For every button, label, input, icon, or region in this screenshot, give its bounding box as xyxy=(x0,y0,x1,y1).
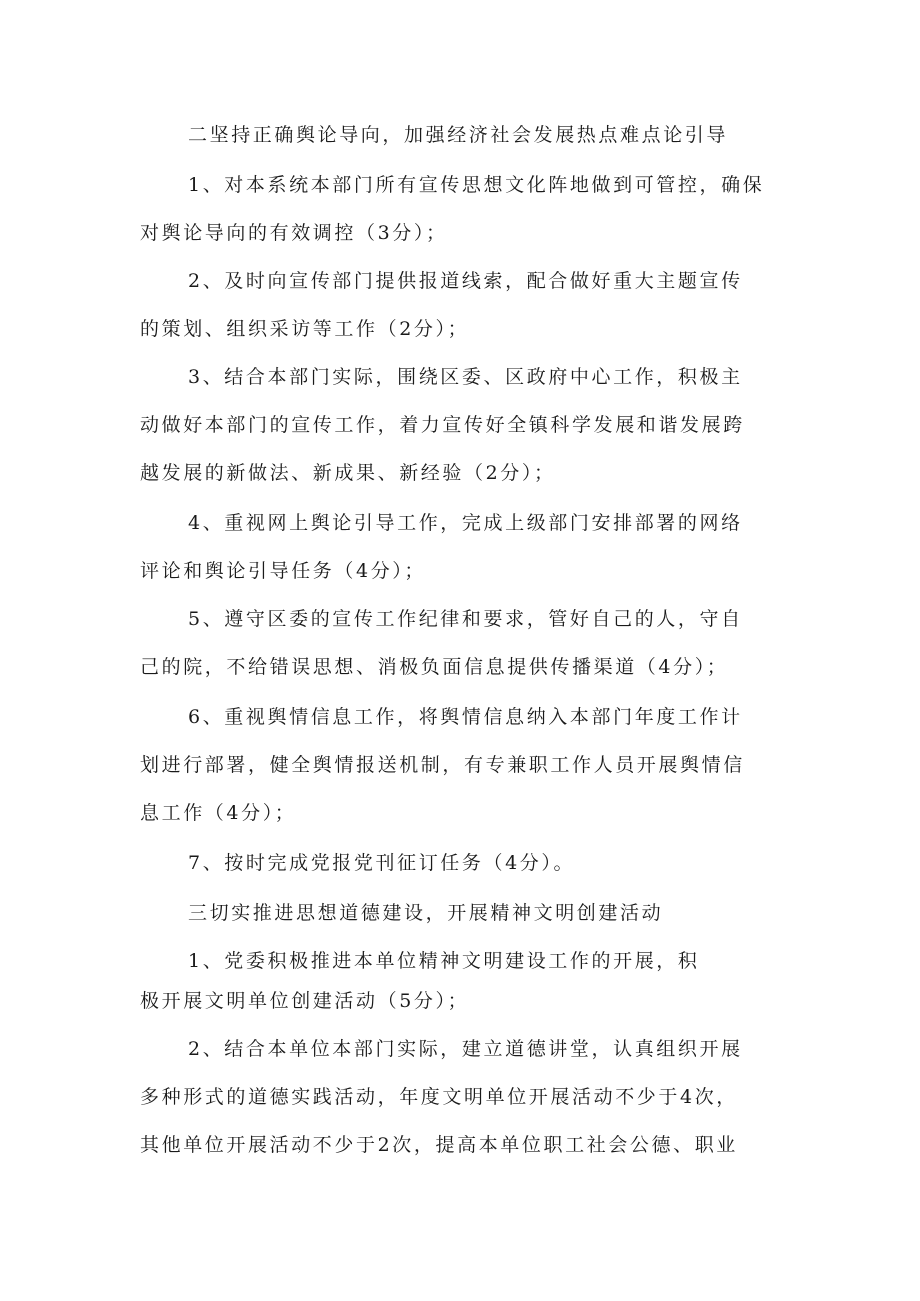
section-3-item-2-line-3: 其他单位开展活动不少于2次，提高本单位职工社会公德、职业 xyxy=(140,1134,738,1156)
section-2-item-5-line-1: 5、遵守区委的宣传工作纪律和要求，管好自己的人，守自 xyxy=(188,608,743,630)
section-2-item-3-line-1: 3、结合本部门实际，围绕区委、区政府中心工作，积极主 xyxy=(188,366,743,388)
section-2-item-1-line-1: 1、对本系统本部门所有宣传思想文化阵地做到可管控，确保 xyxy=(188,174,765,196)
section-2-heading: 二坚持正确舆论导向，加强经济社会发展热点难点论引导 xyxy=(188,124,729,146)
section-3-item-2-line-1: 2、结合本单位本部门实际，建立道德讲堂，认真组织开展 xyxy=(188,1038,743,1060)
section-2-item-4-line-1: 4、重视网上舆论引导工作，完成上级部门安排部署的网络 xyxy=(188,512,743,534)
section-2-item-6-line-1: 6、重视舆情信息工作，将舆情信息纳入本部门年度工作计 xyxy=(188,706,743,728)
section-2-item-6-line-2: 划进行部署，健全舆情报送机制，有专兼职工作人员开展舆情信 xyxy=(140,754,745,776)
section-2-item-2-line-1: 2、及时向宣传部门提供报道线索，配合做好重大主题宣传 xyxy=(188,270,743,292)
section-2-item-5-line-2: 己的院，不给错误思想、消极负面信息提供传播渠道（4分）； xyxy=(140,656,729,678)
section-2-item-7-line-1: 7、按时完成党报党刊征订任务（4分）。 xyxy=(188,852,576,874)
section-3-item-2-line-2: 多种形式的道德实践活动，年度文明单位开展活动不少于4次， xyxy=(140,1086,738,1108)
section-2-item-4-line-2: 评论和舆论引导任务（4分）； xyxy=(140,560,426,582)
section-3-heading: 三切实推进思想道德建设，开展精神文明创建活动 xyxy=(188,902,664,924)
section-3-item-1-line-1: 1、党委积极推进本单位精神文明建设工作的开展，积 xyxy=(188,950,700,972)
section-2-item-3-line-3: 越发展的新做法、新成果、新经验（2分）； xyxy=(140,462,556,484)
section-2-item-2-line-2: 的策划、组织采访等工作（2分）； xyxy=(140,318,470,340)
section-2-item-6-line-3: 息工作（4分）； xyxy=(140,802,297,824)
section-3-item-1-line-2: 极开展文明单位创建活动（5分）； xyxy=(140,990,470,1012)
section-2-item-1-line-2: 对舆论导向的有效调控（3分）； xyxy=(140,222,448,244)
section-2-item-3-line-2: 动做好本部门的宣传工作，着力宣传好全镇科学发展和谐发展跨 xyxy=(140,414,745,436)
